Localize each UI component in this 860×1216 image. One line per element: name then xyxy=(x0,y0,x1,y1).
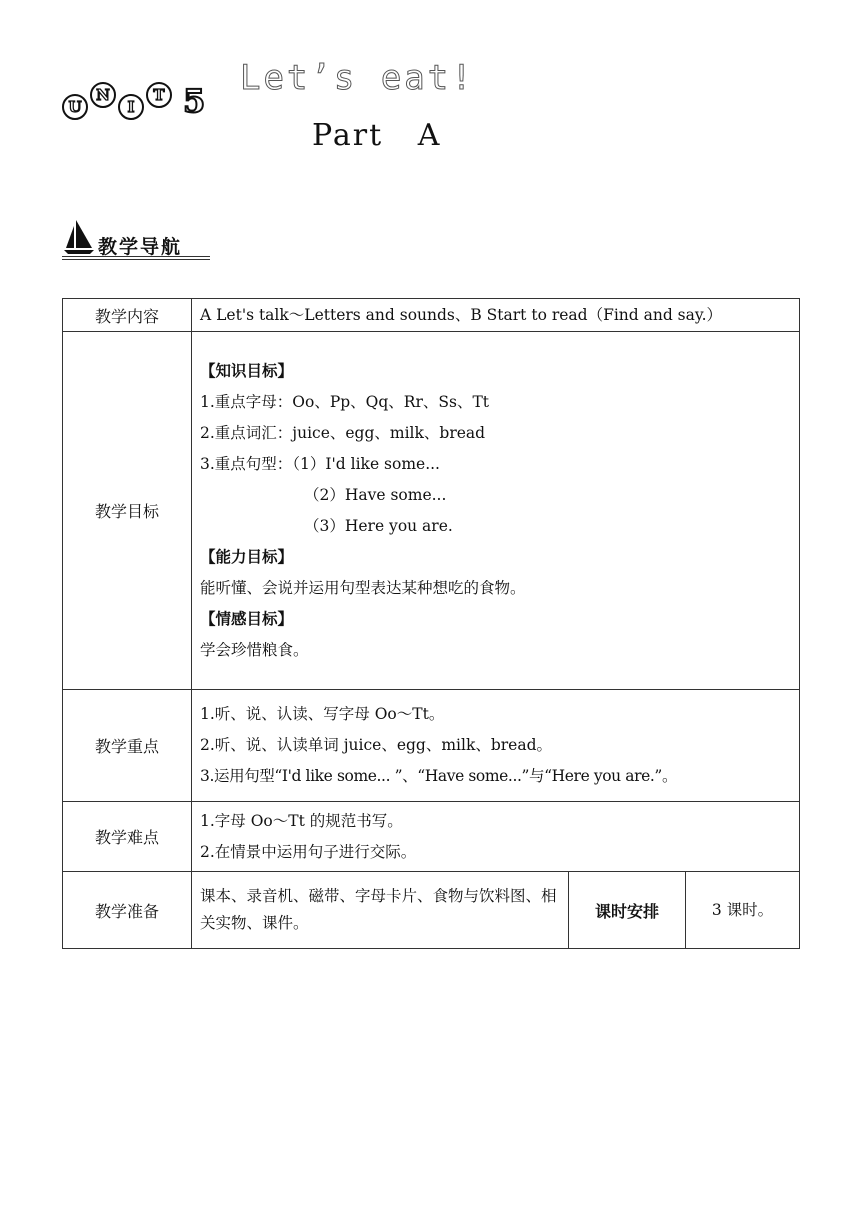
preparation-label: 教学准备 xyxy=(63,872,192,949)
key-points-label: 教学重点 xyxy=(63,690,192,802)
sailboat-icon xyxy=(62,218,96,254)
objectives-cell xyxy=(192,332,800,690)
content-label: 教学内容 xyxy=(63,299,192,332)
unit-logo xyxy=(60,82,210,124)
emotion-text: 学会珍惜粮食。 xyxy=(200,640,309,659)
unit-letter-i: I xyxy=(118,94,144,120)
table-row xyxy=(63,690,800,802)
unit-letter-u: U xyxy=(62,94,88,120)
teaching-plan-table xyxy=(62,298,800,949)
schedule-value: 3 课时。 xyxy=(686,872,800,949)
key-point-1: 1.听、说、认读、写字母 Oo～Tt。 xyxy=(200,705,445,723)
section-heading-text: 教学导航 xyxy=(98,236,183,258)
ability-heading: 【能力目标】 xyxy=(200,547,294,566)
unit-number: 5 xyxy=(183,82,206,120)
schedule-label: 课时安排 xyxy=(569,872,686,949)
lesson-title: Let’s eat! xyxy=(240,58,475,98)
sentence-pattern-3: （3）Here you are. xyxy=(304,516,453,535)
section-rule-2 xyxy=(62,259,210,260)
key-point-3: 3.运用句型“I'd like some... ”、“Have some...”与“Here you are.”。 xyxy=(200,767,678,785)
key-points-cell xyxy=(192,690,800,802)
difficulty-1: 1.字母 Oo～Tt 的规范书写。 xyxy=(200,811,403,830)
table-row xyxy=(63,802,800,872)
preparation-value: 课本、录音机、磁带、字母卡片、食物与饮料图、相关实物、课件。 xyxy=(192,872,569,949)
table-row xyxy=(63,299,800,332)
knowledge-line-2: 2.重点词汇：juice、egg、milk、bread xyxy=(200,423,486,442)
unit-letter-t: T xyxy=(146,82,172,108)
table-row xyxy=(63,332,800,690)
part-title: Part A xyxy=(312,118,442,153)
knowledge-heading: 【知识目标】 xyxy=(200,361,294,380)
difficulty-2: 2.在情景中运用句子进行交际。 xyxy=(200,842,417,861)
unit-letter-n: N xyxy=(90,82,116,108)
content-value: A Let's talk～Letters and sounds、B Start to read（Find and say.） xyxy=(192,299,800,332)
sentence-pattern-2: （2）Have some... xyxy=(304,485,447,504)
difficulties-cell xyxy=(192,802,800,872)
objectives-label: 教学目标 xyxy=(63,332,192,690)
key-point-2: 2.听、说、认读单词 juice、egg、milk、bread。 xyxy=(200,736,553,754)
table-row xyxy=(63,872,800,949)
section-heading xyxy=(62,218,212,262)
difficulties-label: 教学难点 xyxy=(63,802,192,872)
emotion-heading: 【情感目标】 xyxy=(200,609,294,628)
knowledge-line-1: 1.重点字母：Oo、Pp、Qq、Rr、Ss、Tt xyxy=(200,392,490,411)
section-rule xyxy=(62,256,210,257)
ability-text: 能听懂、会说并运用句型表达某种想吃的食物。 xyxy=(200,578,526,597)
knowledge-line-3: 3.重点句型：（1）I'd like some... xyxy=(200,454,440,473)
